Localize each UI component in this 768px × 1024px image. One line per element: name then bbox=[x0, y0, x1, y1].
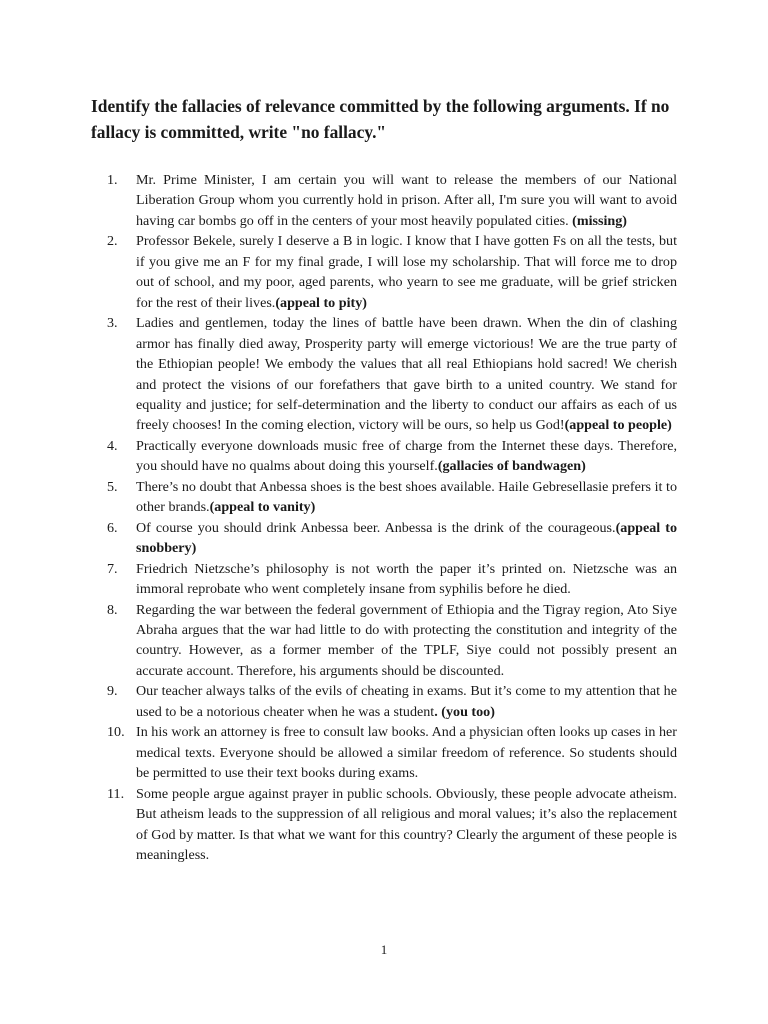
question-text: Our teacher always talks of the evils of cheating in exams. But it’s come to my attention that he used to be a notorious cheater when he was a student bbox=[136, 683, 677, 720]
list-item bbox=[107, 600, 677, 682]
list-item bbox=[107, 436, 677, 477]
question-answer: . (you too) bbox=[434, 703, 495, 720]
list-item bbox=[107, 477, 677, 518]
question-number: 8. bbox=[107, 601, 118, 618]
question-answer: (appeal to pity) bbox=[275, 294, 367, 311]
question-text: Mr. Prime Minister, I am certain you will want to release the members of our National Liberation Group whom you currently hold in prison. After all, I'm sure you will want to avoid having car bombs go off in the centers of your most heavily populated cities. bbox=[136, 172, 677, 229]
list-item bbox=[107, 231, 677, 313]
question-number: 10. bbox=[107, 724, 125, 741]
question-number: 7. bbox=[107, 560, 118, 577]
question-text: Some people argue against prayer in public schools. Obviously, these people advocate atheism. But atheism leads to the suppression of all religious and moral values; it’s also the replacement of God by matter. Is that what we want for this country? Clearly the argument of these people is meaningless. bbox=[136, 785, 677, 863]
list-item bbox=[107, 313, 677, 436]
page-number: 1 bbox=[380, 942, 388, 957]
question-answer: (appeal to people) bbox=[564, 417, 672, 434]
list-item bbox=[107, 559, 677, 600]
question-answer: (gallacies of bandwagen) bbox=[437, 458, 586, 475]
list-item bbox=[107, 784, 677, 866]
question-text: There’s no doubt that Anbessa shoes is the best shoes available. Haile Gebresellasie prefers it to other brands. bbox=[136, 478, 677, 516]
list-item bbox=[107, 518, 677, 559]
question-answer: (appeal to snobbery) bbox=[136, 519, 677, 557]
question-number: 4. bbox=[107, 437, 118, 454]
question-text: Ladies and gentlemen, today the lines of battle have been drawn. When the din of clashing armor has finally died away, Prosperity party will emerge victorious! We are the true party of the Ethiopian people! We embody the values that all real Ethiopians hold sacred! We cherish and protect the visions of our forefathers that gave birth to a united country. We stand for equality and justice; for self-determination and the liberty to conduct our affairs as each of us freely chooses! In the coming election, victory will be ours, so help us God! bbox=[136, 315, 677, 434]
question-number: 3. bbox=[107, 315, 118, 332]
question-number: 9. bbox=[107, 683, 118, 700]
question-number: 6. bbox=[107, 519, 118, 536]
question-text: Practically everyone downloads music free of charge from the Internet these days. Therefore, you should have no qualms about doing this yourself. bbox=[136, 437, 677, 475]
question-text: Regarding the war between the federal government of Ethiopia and the Tigray region, Ato Siye Abraha argues that the war had little to do with protecting the constitution and integrity of the country. However, as a former member of the TPLF, Siye could not possibly present an accurate account. Therefore, his arguments should be discounted. bbox=[136, 601, 677, 679]
question-number: 11. bbox=[107, 785, 125, 802]
list-item bbox=[107, 681, 677, 722]
question-number: 2. bbox=[107, 233, 118, 250]
question-number: 1. bbox=[107, 172, 118, 188]
list-item bbox=[107, 170, 677, 231]
question-answer: (appeal to vanity) bbox=[209, 499, 316, 516]
question-text: Professor Bekele, surely I deserve a B in logic. I know that I have gotten Fs on all the tests, but if you give me an F for my final grade, I will lose my scholarship. That will force me to drop out of school, and my poor, aged parents, who yearn to see me graduate, will be grief stricken for the rest of their lives. bbox=[136, 233, 677, 311]
question-number: 5. bbox=[107, 478, 118, 495]
question-text: Of course you should drink Anbessa beer. Anbessa is the drink of the courageous. bbox=[136, 519, 616, 536]
question-text: Friedrich Nietzsche’s philosophy is not worth the paper it’s printed on. Nietzsche was an immoral reprobate who went completely insane from syphilis before he died. bbox=[136, 560, 677, 598]
page-heading: Identify the fallacies of relevance committed by the following arguments. If no fallacy is committed, write "no fallacy." bbox=[91, 96, 670, 142]
question-text: In his work an attorney is free to consult law books. And a physician often looks up cases in her medical texts. Everyone should be allowed a similar freedom of reference. So students should be permitted to use their text books during exams. bbox=[136, 724, 677, 782]
question-answer: (missing) bbox=[572, 212, 627, 229]
list-item bbox=[107, 722, 677, 783]
question-list bbox=[107, 170, 677, 865]
